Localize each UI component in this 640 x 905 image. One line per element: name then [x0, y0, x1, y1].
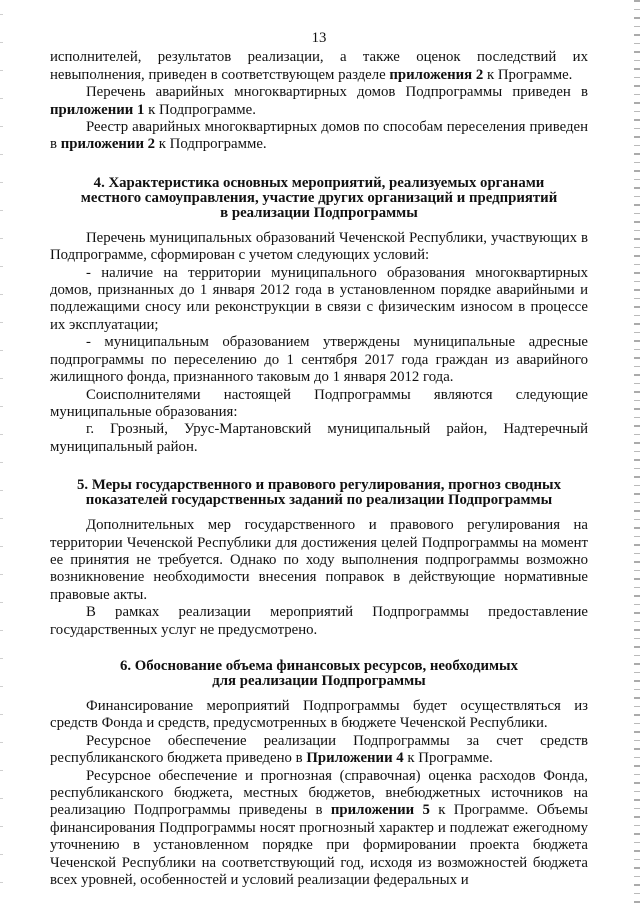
- paragraph-condition-2: - муниципальным образованием утверждены муниципальные адресные подпрограммы по переселению до 1 сентября 2017 года граждан из аварийного жилищного фонда, признанного таковым до 1 января 2012 года.: [50, 334, 588, 386]
- paragraph-municipalities: Перечень муниципальных образований Чеченской Республики, участвующих в Подпрограмме, сформирован с учетом следующих условий:: [50, 229, 588, 264]
- paragraph-regulation: Дополнительных мер государственного и правового регулирования на территории Чеченской Республики для достижения целей Подпрограммы на момент ее принятия не требуется. Однако по ходу выполнения подпрограммы возможно возникновение необходимости внесения поправок в действующие нормативные правовые акты.: [50, 517, 588, 603]
- scan-edge-right: [634, 0, 640, 905]
- scan-edge-left: [0, 0, 3, 905]
- paragraph-condition-1: - наличие на территории муниципального образования многоквартирных домов, признанных до 1 января 2012 года в установленном порядке аварийными и подлежащими сносу или реконструкции в связи с физическим износом в процессе их эксплуатации;: [50, 264, 588, 333]
- page-number: 13: [311, 30, 327, 46]
- paragraph-resource-estimate: Ресурсное обеспечение и прогнозная (справочная) оценка расходов Фонда, республиканского бюджета, местных бюджетов, внебюджетных источников на реализацию Подпрограммы приведены в приложении 5 к Программе. Объемы финансирования Подпрограммы носят прогнозный характер и подлежат ежегодному уточнению в установленном порядке при формировании проекта бюджета Чеченской Республики на соответствующий год, исходя из возможностей бюджета всех уровней, особенностей и условий реализации федеральных и: [50, 767, 588, 889]
- paragraph-coexecutor-list: г. Грозный, Урус-Мартановский муниципальный район, Надтеречный муниципальный район.: [50, 421, 588, 455]
- section-4-heading: 4. Характеристика основных мероприятий, реализуемых органами местного самоуправления, участие других организаций и предприятий в реализации Подпрограммы: [80, 174, 558, 221]
- paragraph-financing: Финансирование мероприятий Подпрограммы будет осуществляться из средств Фонда и средств, предусмотренных в бюджете Чеченской Республики.: [50, 697, 588, 732]
- paragraph-appendix-1: Перечень аварийных многоквартирных домов Подпрограммы приведен в приложении 1 к Подпрограмме.: [50, 84, 588, 118]
- section-5-heading: 5. Меры государственного и правового регулирования, прогноз сводных показателей государственных заданий по реализации Подпрограммы: [77, 477, 561, 509]
- paragraph-intro-continuation: исполнителей, результатов реализации, а также оценок последствий их невыполнения, приведен в соответствующем разделе приложения 2 к Программе.: [50, 49, 588, 83]
- paragraph-public-services: В рамках реализации мероприятий Подпрограммы предоставление государственных услуг не предусмотрено.: [50, 604, 588, 638]
- paragraph-coexecutors: Соисполнителями настоящей Подпрограммы являются следующие муниципальные образования:: [50, 386, 588, 420]
- section-6-heading: 6. Обоснование объема финансовых ресурсов, необходимых для реализации Подпрограммы: [119, 657, 519, 689]
- paragraph-appendix-2: Реестр аварийных многоквартирных домов по способам переселения приведен в приложении 2 к Подпрограмме.: [50, 119, 588, 153]
- paragraph-republican-budget: Ресурсное обеспечение реализации Подпрограммы за счет средств республиканского бюджета приведено в Приложении 4 к Программе.: [50, 732, 588, 767]
